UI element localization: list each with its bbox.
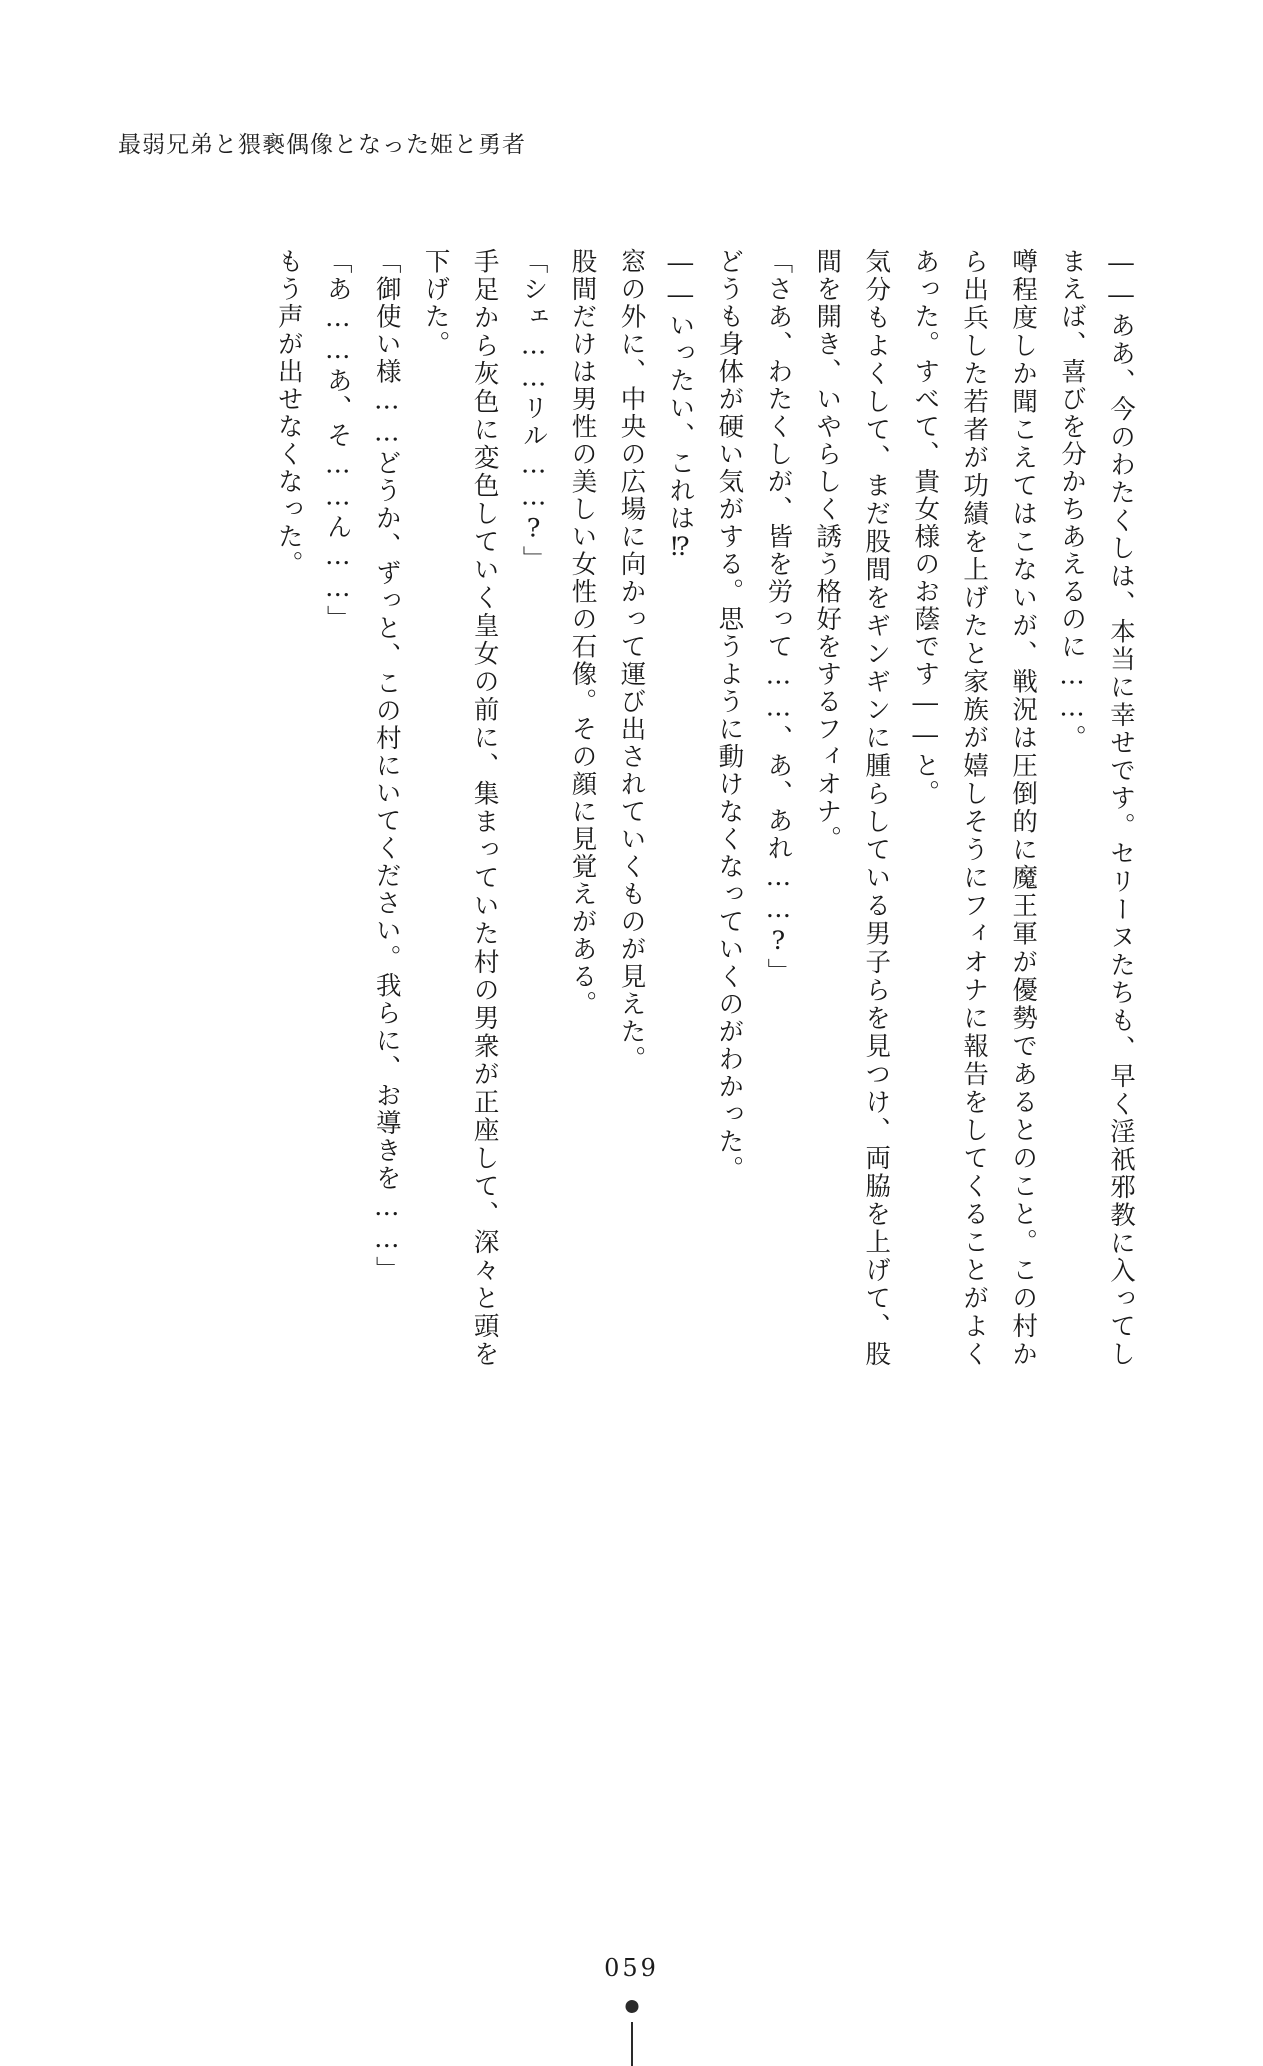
paragraph: 「あ……あ、そ……ん……」 xyxy=(322,248,353,633)
paragraph: 「御使い様……どうか、ずっと、この村にいてください。我らに、お導きを……」 xyxy=(371,248,402,1284)
paragraph: ――ああ、今のわたくしは、本当に幸せです。セリーヌたちも、早く淫祇邪教に入ってしまえば、喜びを分かちあえるのに……。 xyxy=(1057,248,1136,1368)
folio-rule-icon xyxy=(631,2022,633,2066)
paragraph: 噂程度しか聞こえてはこないが、戦況は圧倒的に魔王軍が優勢であるとのこと。この村から出兵した若者が功績を上げたと家族が嬉しそうにフィオナに報告をしてくることがよくあった。すべて、貴女様のお蔭です――と。 xyxy=(910,248,1039,1368)
paragraph: 窓の外に、中央の広場に向かって運び出されていくものが見えた。 xyxy=(616,248,647,1073)
paragraph: ――いったい、これは⁉ xyxy=(665,248,696,564)
paragraph: 手足から灰色に変色していく皇女の前に、集まっていた村の男衆が正座して、深々と頭を下げた。 xyxy=(420,248,500,1368)
paragraph: 「シェ……リル……?」 xyxy=(518,248,549,573)
folio-ornament-icon xyxy=(625,2000,639,2066)
folio-dot-icon xyxy=(625,2000,638,2013)
paragraph: 気分もよくして、まだ股間をギンギンに腫らしている男子らを見つけ、両脇を上げて、股間を開き、いやらしく誘う格好をするフィオナ。 xyxy=(812,248,892,1368)
running-header: 最弱兄弟と猥褻偶像となった姫と勇者 xyxy=(118,132,526,158)
paragraph: どうも身体が硬い気がする。思うように動けなくなっていくのがわかった。 xyxy=(714,248,745,1183)
body-text xyxy=(265,248,1145,1368)
page-number: 059 xyxy=(604,1954,659,1982)
paragraph: 「さあ、わたくしが、皆を労って……、あ、あれ……?」 xyxy=(763,248,794,986)
paragraph: もう声が出せなくなった。 xyxy=(273,248,304,578)
paragraph: 股間だけは男性の美しい女性の石像。その顔に見覚えがある。 xyxy=(567,248,598,1018)
